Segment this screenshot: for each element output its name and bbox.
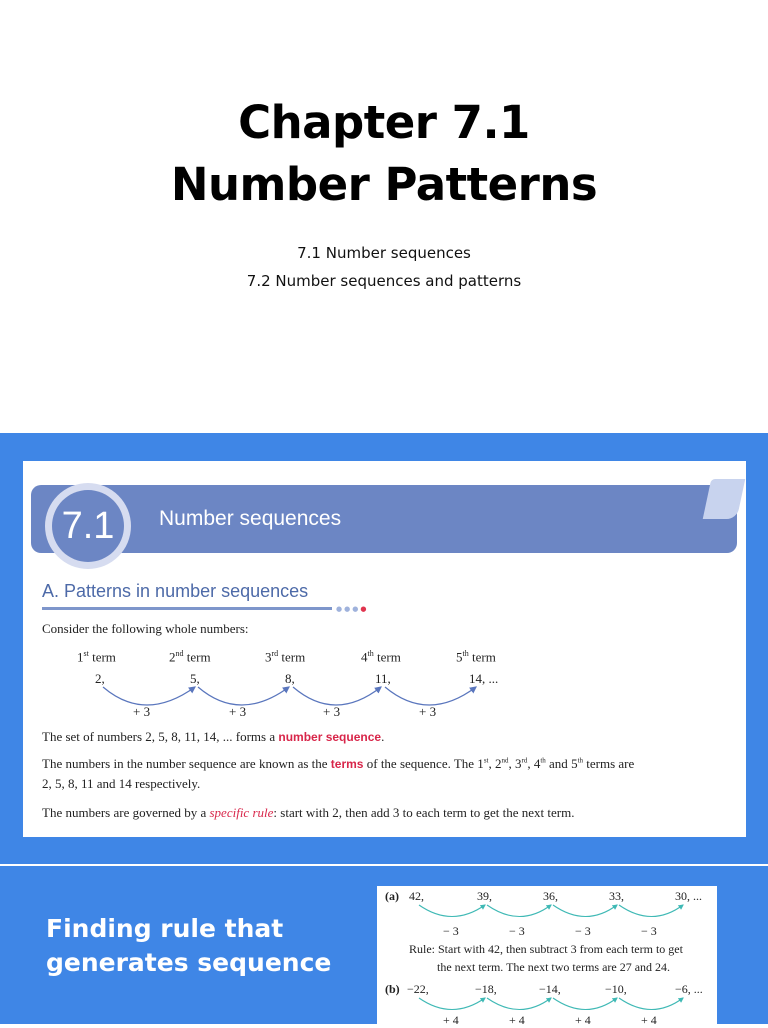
example-a-label: (a) [385,889,399,903]
textbook-excerpt [23,461,746,837]
difference-2: + 3 [229,704,247,719]
term-label-4: 4th term [361,649,401,665]
term-label-1: 1st term [77,649,116,665]
example-a-term-3: 36, [543,889,558,903]
finding-rule-slide [0,866,768,1027]
chapter-subtitle: Number Patterns [170,158,598,211]
heading-dots: ●●●● [336,605,369,613]
paragraph-1: The set of numbers 2, 5, 8, 11, 14, ... forms a number sequence. [42,729,385,744]
example-b-diff-2: + 4 [509,1013,525,1027]
example-a-diff-2: − 3 [509,924,525,938]
difference-4: + 3 [419,704,437,719]
example-b-label: (b) [385,982,400,996]
paragraph-3: The numbers are governed by a specific rule: start with 2, then add 3 to each term to get the next term. [42,805,575,820]
section-number: 7.1 [52,490,124,562]
paragraph-2-line1: The numbers in the number sequence are known as the terms of the sequence. The 1st, 2nd, 3rd, 4th and 5th terms are [42,756,635,771]
arc-b-1 [419,998,485,1010]
arc-a-1 [419,905,485,917]
intro-text: Consider the following whole numbers: [42,621,249,636]
example-a-term-1: 42, [409,889,424,903]
arc-4 [385,687,476,705]
term-label-2: 2nd term [169,649,211,665]
arc-b-3 [553,998,617,1010]
toc-item-1: 7.1 Number sequences [297,244,471,262]
example-a-term-5: 30, ... [675,889,702,903]
rule-line-2: the next term. The next two terms are 27 and 24. [437,960,671,974]
slide-title-line1: Finding rule that [46,914,284,943]
example-b-diff-3: + 4 [575,1013,591,1027]
term-value-4: 11, [375,671,391,686]
example-b-diff-4: + 4 [641,1013,657,1027]
arc-b-2 [487,998,551,1010]
term-value-2: 5, [190,671,200,686]
section-heading: A. Patterns in number sequences [42,581,309,601]
example-b-term-1: −22, [407,982,429,996]
title-slide [0,0,768,432]
arc-a-2 [487,905,551,917]
difference-3: + 3 [323,704,341,719]
arc-b-4 [619,998,683,1010]
example-b-term-3: −14, [539,982,561,996]
toc-item-2: 7.2 Number sequences and patterns [246,272,522,290]
arc-3 [293,687,381,705]
term-label-5: 5th term [456,649,496,665]
arc-a-4 [619,905,683,917]
difference-1: + 3 [133,704,151,719]
chapter-title: Chapter 7.1 [238,96,530,149]
arc-1 [103,687,195,705]
example-b-diff-1: + 4 [443,1013,459,1027]
example-b-term-4: −10, [605,982,627,996]
example-excerpt [377,886,717,1027]
term-value-3: 8, [285,671,295,686]
arc-2 [198,687,289,705]
term-value-5: 14, ... [469,671,499,686]
arc-a-3 [553,905,617,917]
example-a-diff-4: − 3 [641,924,657,938]
slide-title [46,912,331,980]
slide-title-line2: generates sequence [46,948,332,977]
term-value-1: 2, [95,671,105,686]
example-a-term-2: 39, [477,889,492,903]
term-label-3: 3rd term [265,649,306,665]
example-a-diff-3: − 3 [575,924,591,938]
paragraph-2-line2: 2, 5, 8, 11 and 14 respectively. [42,776,201,791]
example-a-term-4: 33, [609,889,624,903]
example-a-diff-1: − 3 [443,924,459,938]
example-b-term-2: −18, [475,982,497,996]
example-b-term-5: −6, ... [675,982,703,996]
rule-line-1: Rule: Start with 42, then subtract 3 from each term to get [409,942,683,956]
number-sequences-slide [0,433,768,864]
banner-title: Number sequences [159,507,342,530]
